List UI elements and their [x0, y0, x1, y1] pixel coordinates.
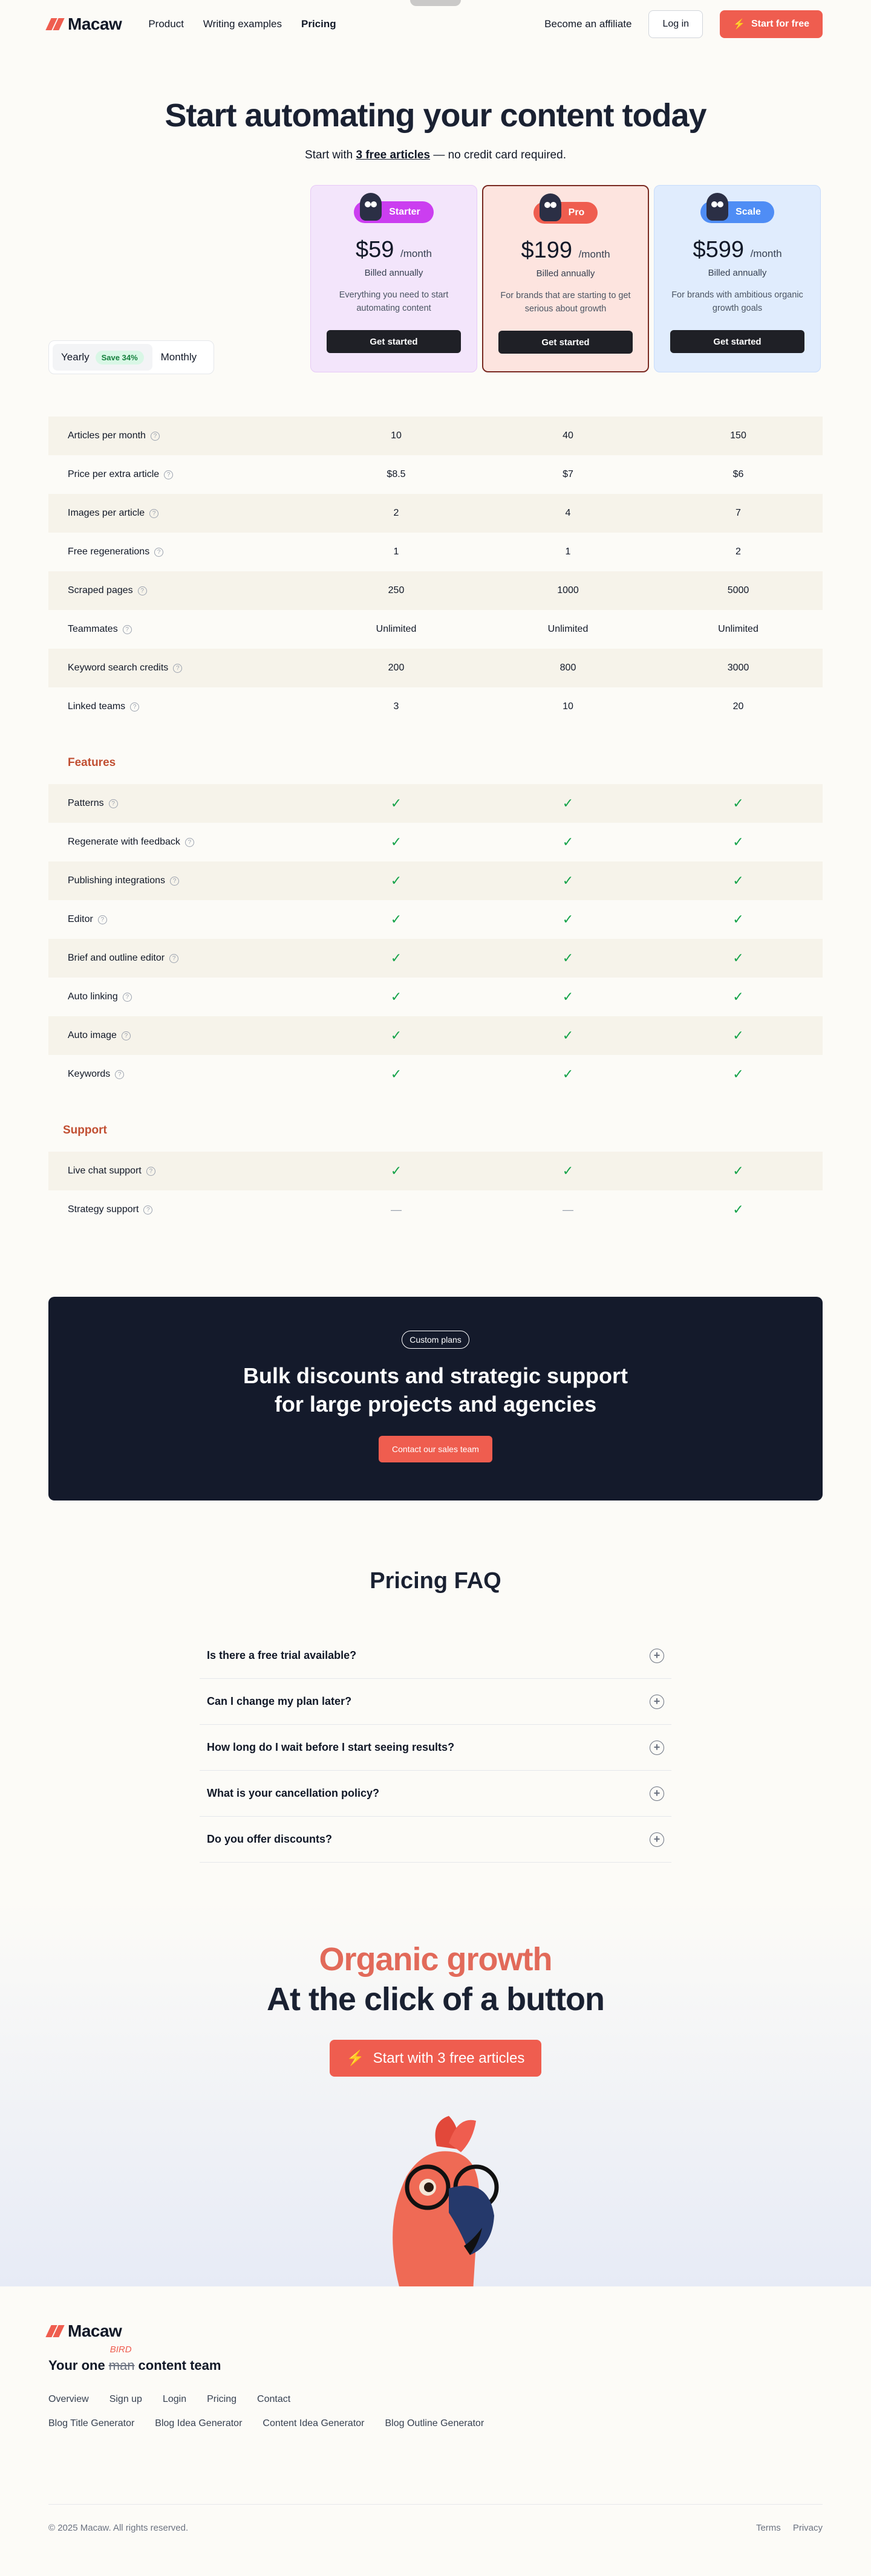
row-label-text: Keyword search credits — [68, 663, 169, 673]
affiliate-link[interactable]: Become an affiliate — [544, 18, 632, 30]
row-label-text: Keywords — [68, 1069, 111, 1079]
billing-toggle — [48, 340, 214, 374]
tagline-suffix: content team — [138, 2358, 221, 2373]
row-value: 2 — [736, 547, 741, 557]
check-icon: ✓ — [732, 950, 744, 965]
row-value — [654, 912, 823, 927]
info-icon[interactable]: ? — [109, 799, 118, 808]
check-icon: ✓ — [390, 1163, 402, 1178]
cta-headline-2: At the click of a button — [266, 1981, 604, 2017]
row-value — [654, 950, 823, 966]
row-label-text: Auto linking — [68, 991, 118, 1002]
plan-card-pro — [482, 185, 649, 372]
cta-section — [0, 1898, 871, 2286]
get-started-button[interactable]: Get started — [670, 330, 804, 353]
logo[interactable] — [48, 15, 122, 34]
row-label-text: Editor — [68, 914, 93, 924]
info-icon[interactable]: ? — [151, 432, 160, 441]
get-started-button[interactable]: Get started — [498, 331, 633, 354]
check-icon: ✓ — [732, 1066, 744, 1082]
check-icon: ✓ — [390, 1066, 402, 1082]
row-value — [310, 1028, 482, 1043]
info-icon[interactable]: ? — [154, 548, 163, 557]
parrot-avatar-icon — [706, 193, 728, 221]
bolt-icon: ⚡ — [346, 2050, 365, 2066]
row-value: 40 — [563, 430, 573, 441]
plan-price-amount: $199 — [521, 238, 572, 263]
hero — [48, 48, 823, 162]
row-value — [482, 1163, 654, 1179]
faq-item[interactable] — [200, 1679, 671, 1725]
table-row — [48, 687, 823, 726]
row-value — [482, 989, 654, 1005]
free-articles-link[interactable]: 3 free articles — [356, 149, 431, 161]
check-icon: ✓ — [732, 912, 744, 927]
row-label — [48, 914, 310, 925]
plan-price-period: /month — [578, 248, 610, 260]
check-icon: ✓ — [562, 989, 574, 1004]
row-value — [654, 1028, 823, 1043]
logo-text: Macaw — [68, 15, 122, 33]
plan-price-period: /month — [750, 248, 782, 259]
macaw-logo-icon — [48, 2325, 62, 2337]
check-icon: ✓ — [562, 1163, 574, 1178]
row-value — [654, 1066, 823, 1082]
faq-item[interactable] — [200, 1817, 671, 1863]
plan-billed: Billed annually — [364, 268, 423, 278]
start-free-button[interactable] — [720, 10, 823, 38]
plan-price-period: /month — [400, 248, 432, 259]
plan-badge — [354, 201, 434, 223]
row-value: 20 — [732, 701, 744, 712]
check-icon: ✓ — [390, 1028, 402, 1043]
nav-pricing[interactable]: Pricing — [301, 18, 336, 30]
table-row — [48, 1016, 823, 1055]
contact-sales-button[interactable]: Contact our sales team — [379, 1436, 492, 1462]
hero-sub-suffix: — no credit card required. — [433, 149, 566, 161]
row-label-text: Publishing integrations — [68, 875, 165, 886]
row-value — [310, 873, 482, 889]
tagline-prefix: Your one — [48, 2358, 105, 2373]
row-value — [482, 1066, 654, 1082]
info-icon[interactable]: ? — [123, 993, 132, 1002]
table-row — [48, 978, 823, 1016]
pricing-faq — [48, 1568, 823, 1863]
row-value: 2 — [393, 508, 399, 518]
hero-sub-prefix: Start with — [305, 149, 353, 161]
table-row — [48, 649, 823, 687]
info-icon[interactable]: ? — [185, 838, 194, 847]
row-label-text: Auto image — [68, 1030, 117, 1040]
row-label — [48, 875, 310, 886]
faq-item[interactable] — [200, 1771, 671, 1817]
row-label-text: Patterns — [68, 798, 104, 808]
row-value — [482, 796, 654, 811]
plan-description: For brands with ambitious organic growth goals — [671, 290, 803, 313]
row-value: 4 — [565, 508, 571, 518]
row-value: 150 — [730, 430, 746, 441]
check-icon: ✓ — [562, 1066, 574, 1082]
comparison-table — [48, 417, 823, 1229]
row-value: 10 — [563, 701, 573, 712]
row-label-text: Brief and outline editor — [68, 953, 165, 963]
plan-badge — [700, 201, 774, 223]
custom-title-line1: Bulk discounts and strategic support — [243, 1363, 628, 1388]
footer-bottom — [48, 2504, 823, 2533]
plus-circle-icon[interactable]: + — [650, 1741, 664, 1755]
row-value: 7 — [736, 508, 741, 518]
row-label — [48, 837, 310, 848]
row-value — [310, 912, 482, 927]
site-footer — [48, 2321, 823, 2533]
parrot-avatar-icon — [360, 193, 382, 221]
top-notch — [410, 0, 461, 6]
row-label-text: Teammates — [68, 624, 118, 634]
plus-circle-icon[interactable]: + — [650, 1786, 664, 1801]
footer-link-overview[interactable]: Overview — [48, 2394, 89, 2404]
row-value — [482, 834, 654, 850]
support-heading: Support — [63, 1124, 107, 1137]
table-row — [48, 455, 823, 494]
bolt-icon: ⚡ — [733, 19, 745, 30]
limits-rows — [48, 417, 823, 726]
table-row — [48, 1055, 823, 1094]
table-row — [48, 494, 823, 533]
custom-plans-title — [48, 1362, 823, 1419]
faq-question: How long do I wait before I start seeing results? — [207, 1741, 455, 1753]
plan-description: For brands that are starting to get serious about growth — [500, 291, 631, 314]
row-label-text: Scraped pages — [68, 585, 133, 595]
dash-icon: — — [391, 1203, 402, 1216]
row-label — [48, 1030, 310, 1041]
tagline-strike-word: man — [108, 2358, 135, 2373]
row-label — [48, 1166, 310, 1176]
row-value — [654, 1202, 823, 1218]
footer-links — [48, 2394, 823, 2405]
row-label — [48, 991, 310, 1002]
row-value: 250 — [388, 585, 405, 595]
plan-name: Starter — [389, 207, 420, 217]
row-value — [654, 834, 823, 850]
row-value: $7 — [563, 469, 573, 479]
legal-links — [756, 2523, 823, 2533]
plan-billed: Billed annually — [708, 268, 767, 278]
check-icon: ✓ — [732, 1202, 744, 1217]
row-value — [310, 796, 482, 811]
table-row — [48, 571, 823, 610]
header-actions — [544, 10, 823, 38]
footer-tool-content-idea-generator[interactable]: Content Idea Generator — [263, 2418, 365, 2428]
row-value: 1 — [565, 547, 571, 557]
plan-description: Everything you need to start automating content — [339, 290, 449, 313]
check-icon: ✓ — [562, 950, 574, 965]
footer-link-signup[interactable]: Sign up — [109, 2394, 142, 2404]
row-value — [310, 1066, 482, 1082]
row-value — [482, 873, 654, 889]
info-icon[interactable]: ? — [169, 954, 178, 963]
faq-question: Can I change my plan later? — [207, 1695, 352, 1707]
terms-link[interactable]: Terms — [755, 2523, 781, 2533]
check-icon: ✓ — [390, 950, 402, 965]
custom-title-line2: for large projects and agencies — [274, 1391, 597, 1416]
check-icon: ✓ — [732, 1163, 744, 1178]
row-value — [310, 989, 482, 1005]
check-icon: ✓ — [732, 1028, 744, 1043]
check-icon: ✓ — [390, 834, 402, 849]
page-title: Start automating your content today — [165, 97, 706, 134]
row-value: 800 — [559, 663, 576, 673]
check-icon: ✓ — [390, 989, 402, 1004]
info-icon[interactable]: ? — [146, 1167, 155, 1176]
info-icon[interactable]: ? — [138, 586, 147, 595]
check-icon: ✓ — [562, 834, 574, 849]
check-icon: ✓ — [562, 912, 574, 927]
plan-price-amount: $599 — [693, 237, 744, 262]
row-value: 200 — [388, 663, 405, 673]
row-value: 3 — [393, 701, 399, 712]
billing-yearly[interactable] — [53, 344, 152, 371]
faq-question: What is your cancellation policy? — [207, 1787, 380, 1799]
info-icon[interactable]: ? — [143, 1205, 152, 1215]
features-rows — [48, 784, 823, 1094]
check-icon: ✓ — [562, 796, 574, 811]
row-value: 5000 — [727, 585, 749, 595]
start-free-label: Start for free — [751, 19, 809, 29]
plan-name: Pro — [568, 207, 585, 218]
plan-badge — [533, 202, 598, 224]
row-value — [654, 1163, 823, 1179]
row-value: $8.5 — [387, 469, 406, 479]
check-icon: ✓ — [732, 989, 744, 1004]
table-row — [48, 610, 823, 649]
row-value — [482, 912, 654, 927]
row-value — [654, 989, 823, 1005]
footer-tagline — [48, 2344, 823, 2373]
info-icon[interactable]: ? — [164, 470, 173, 479]
table-row — [48, 533, 823, 571]
table-row — [48, 823, 823, 861]
row-label — [48, 469, 310, 480]
row-label — [48, 1204, 310, 1215]
row-value: 1000 — [557, 585, 579, 595]
footer-tool-title-generator[interactable]: Blog Title Generator — [48, 2418, 135, 2428]
row-label-text: Price per extra article — [68, 469, 160, 479]
row-label-text: Strategy support — [68, 1204, 139, 1215]
info-icon[interactable]: ? — [130, 702, 139, 712]
row-value: 1 — [393, 547, 399, 557]
footer-tool-idea-generator[interactable]: Blog Idea Generator — [155, 2418, 243, 2428]
row-label — [48, 585, 310, 596]
custom-plans-tag: Custom plans — [402, 1331, 469, 1349]
plan-card-scale — [654, 185, 821, 372]
table-row — [48, 939, 823, 978]
check-icon: ✓ — [732, 834, 744, 849]
info-icon[interactable]: ? — [98, 915, 107, 924]
row-value: Unlimited — [376, 624, 417, 634]
plan-price — [311, 237, 477, 263]
row-value — [654, 796, 823, 811]
faq-question: Do you offer discounts? — [207, 1833, 332, 1845]
plus-circle-icon[interactable]: + — [650, 1649, 664, 1663]
row-label — [48, 430, 310, 441]
row-label-text: Free regenerations — [68, 547, 150, 557]
table-row — [48, 1152, 823, 1190]
table-row — [48, 1190, 823, 1229]
info-icon[interactable]: ? — [149, 509, 158, 518]
row-label — [48, 508, 310, 519]
footer-tool-links — [48, 2418, 823, 2429]
row-value: Unlimited — [718, 624, 758, 634]
dash-icon: — — [563, 1203, 573, 1216]
custom-plans-banner — [48, 1297, 823, 1501]
row-value: 10 — [391, 430, 402, 441]
plan-price — [654, 237, 820, 263]
billing-monthly[interactable]: Monthly — [160, 351, 197, 363]
row-label-text: Live chat support — [68, 1166, 142, 1176]
cta-start-button[interactable] — [330, 2040, 542, 2077]
row-value — [310, 950, 482, 966]
footer-link-login[interactable]: Login — [162, 2394, 187, 2404]
info-icon[interactable]: ? — [115, 1070, 124, 1079]
table-row — [48, 784, 823, 823]
table-row — [48, 417, 823, 455]
row-label-text: Articles per month — [68, 430, 146, 441]
faq-title: Pricing FAQ — [370, 1568, 501, 1594]
copyright: © 2025 Macaw. All rights reserved. — [48, 2523, 189, 2533]
faq-list — [200, 1633, 671, 1863]
row-label-text: Linked teams — [68, 701, 126, 712]
check-icon: ✓ — [390, 796, 402, 811]
yearly-label: Yearly — [61, 351, 90, 363]
hero-subtitle — [48, 149, 823, 162]
faq-item[interactable] — [200, 1725, 671, 1771]
row-label — [48, 953, 310, 964]
row-label-text: Regenerate with feedback — [68, 837, 180, 847]
table-row — [48, 900, 823, 939]
plans — [48, 185, 823, 378]
row-label — [48, 547, 310, 557]
info-icon[interactable]: ? — [173, 664, 182, 673]
site-header — [48, 0, 823, 48]
check-icon: ✓ — [390, 912, 402, 927]
row-label — [48, 798, 310, 809]
plan-billed: Billed annually — [536, 268, 595, 279]
row-value — [482, 1204, 654, 1216]
nav-writing-examples[interactable]: Writing examples — [203, 18, 282, 30]
main-nav — [148, 18, 544, 30]
footer-link-contact[interactable]: Contact — [257, 2394, 291, 2404]
login-button[interactable]: Log in — [648, 10, 703, 38]
parrot-mascot-illustration — [358, 2104, 515, 2286]
plan-name: Scale — [736, 207, 761, 217]
check-icon: ✓ — [562, 873, 574, 888]
faq-item[interactable] — [200, 1633, 671, 1679]
check-icon: ✓ — [732, 796, 744, 811]
plan-card-starter — [310, 185, 477, 372]
check-icon: ✓ — [732, 873, 744, 888]
tagline-above: BIRD — [109, 2344, 132, 2355]
nav-product[interactable]: Product — [148, 18, 184, 30]
plus-circle-icon[interactable]: + — [650, 1832, 664, 1847]
row-value — [310, 1204, 482, 1216]
check-icon: ✓ — [390, 873, 402, 888]
tagline-strike — [108, 2344, 135, 2373]
footer-link-pricing[interactable]: Pricing — [207, 2394, 237, 2404]
check-icon: ✓ — [562, 1028, 574, 1043]
row-label — [48, 663, 310, 673]
row-value: 3000 — [727, 663, 749, 673]
macaw-logo-icon — [48, 18, 62, 30]
info-icon[interactable]: ? — [170, 877, 179, 886]
plan-price-amount: $59 — [356, 237, 394, 262]
parrot-avatar-icon — [540, 193, 561, 221]
faq-question: Is there a free trial available? — [207, 1649, 357, 1661]
support-rows — [48, 1152, 823, 1229]
plan-price — [483, 238, 648, 264]
info-icon[interactable]: ? — [123, 625, 132, 634]
footer-logo-text: Macaw — [68, 2321, 122, 2340]
row-value — [654, 873, 823, 889]
table-row — [48, 861, 823, 900]
row-value: $6 — [732, 469, 744, 479]
plus-circle-icon[interactable]: + — [650, 1695, 664, 1709]
cta-start-label: Start with 3 free articles — [373, 2049, 525, 2066]
row-label — [48, 624, 310, 635]
features-heading: Features — [68, 756, 116, 769]
footer-tool-outline-generator[interactable]: Blog Outline Generator — [385, 2418, 484, 2428]
row-value: Unlimited — [547, 624, 589, 634]
row-value — [482, 1028, 654, 1043]
row-value — [482, 950, 654, 966]
row-value — [310, 834, 482, 850]
main-content — [48, 48, 823, 1863]
info-icon[interactable]: ? — [122, 1031, 131, 1040]
footer-logo[interactable] — [48, 2321, 823, 2341]
row-label — [48, 701, 310, 712]
cta-headline-1: Organic growth — [319, 1941, 552, 1977]
row-label-text: Images per article — [68, 508, 145, 518]
row-value — [310, 1163, 482, 1179]
get-started-button[interactable]: Get started — [327, 330, 461, 353]
row-label — [48, 1069, 310, 1080]
save-badge: Save 34% — [96, 351, 144, 365]
privacy-link[interactable]: Privacy — [792, 2523, 823, 2533]
